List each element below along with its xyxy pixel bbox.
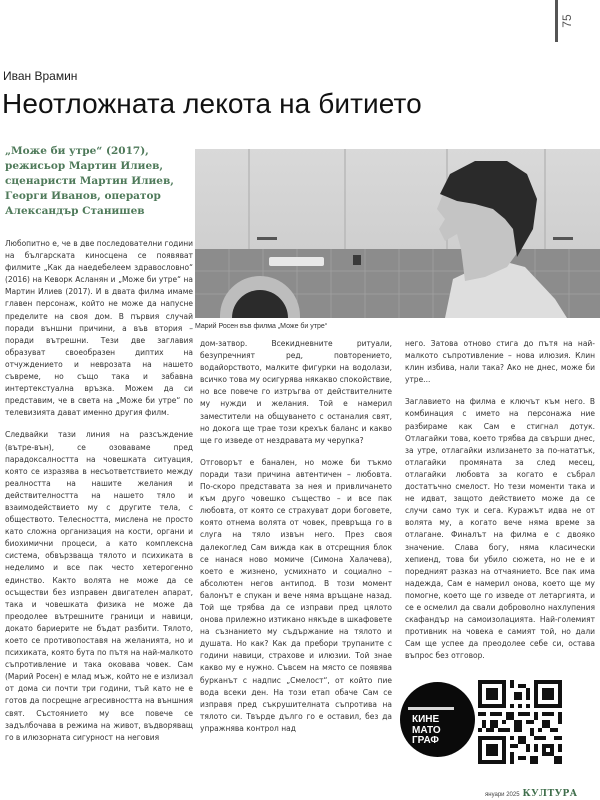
page-number-bar xyxy=(555,0,558,42)
lead-line: сценаристи Мартин Илиев, xyxy=(5,175,174,187)
page-footer xyxy=(485,789,578,799)
qr-code-icon xyxy=(478,680,562,764)
film-still-photo xyxy=(195,149,600,318)
kinematograf-logo xyxy=(400,682,475,757)
article-title: Неотложната лекота на битието xyxy=(2,88,422,119)
article-author: Иван Врамин xyxy=(3,69,78,83)
issue-date: януари 2025 xyxy=(485,792,520,798)
lead-line: „Може би утре“ (2017), xyxy=(5,145,149,157)
article-column-1 xyxy=(5,238,193,754)
article-column-3 xyxy=(405,338,595,672)
lead-line: Александър Станишев xyxy=(5,205,145,217)
paragraph: Отговорът е банален, но може би тъкмо поради тази причина автентичен – любовта. По-скоро представата за нея и привличането към друго човешко същество – и все пак любовта, от която се страхуват дори боговете, която отнема волята от човек, превръща го в слуга на тяло извън него. През своя далекоглед Сам вижда как в отсрещния блок се нанася ново момиче (Симона Халачева), което е жизнено, усмихнато и социално – абсолютен негов антипод. В този момент балонът е спукан и вече няма връщане назад. Той ще трябва да се изправи пред цялото онова прилежно изтикано някъде в шкафовете на съзнанието му съдържание на тялото и душата. Но как? Как да пребори трупаните с години навици, страхове и илюзии. Той знае какво му е нужно. Съвсем на място се появява бурканът с надпис „Смелост“, от който пие вода всеки ден. На този етап обаче Сам се изправя пред съкрушителната съпротива на тялото си. Твърде дълго го е оставил, без да упражнява контрол над xyxy=(200,457,392,733)
paragraph: него. Затова отново стига до пътя на най-малкото съпротивление – нова илюзия. Клин клин избива, нали така? Ако не днес, може би утре... xyxy=(405,339,595,385)
logo-text: КИНЕ МАТО ГРАФ xyxy=(412,714,441,746)
paragraph: Заглавието на филма е ключът към него. В комбинация с името на персонажа ние разбираме как Сам е стигнал дотук. Отлагайки това, което трябва да свърши днес, за утре, отлагайки излизането за по-нататък, отлагайки промяната за след месец, отлагайки любовта за когато е събрал достатъчно смелост. Но тези моменти така и не идват, защото действието може да се случи само тук и сега. Куражът идва не от волята му, а когато вече няма време за отлагане. Финалът на филма е с двояко значение. Слава богу, няма класически хепиенд, това би убило сюжета, но не е и поредният разказ на отчаянието. Все пак има надежда, Сам е намерил онова, което ще му помогне, което ще го изведе от летаргията, и се е осмелил да свали доброволно нахлупения скафандър на самоизолацията. Най-големият противник на човека е самият той, но дали Сам ще успее да преодолее себе си, остава въпрос без отговор. xyxy=(405,397,595,661)
paragraph: Следвайки тази линия на разсъждение (вътре-вън), се озоваваме пред парадоксалността на човешката ситуация, която се изразява в несъответствието между реалността на нашите желания и действителността на нашето тяло и взаимодействието му с другите тела, с обществото. Телесността, мислена не просто като сложна организация на кости, органи и биохимични процеси, а като комплексна система, обвързваща тялото и психиката в неделимо и все пак често хетерогенно единство. Както волята не може да се осъществи без изправен двигателен апарат, така и човешката физика не може да преодолее вътрешните граници и навици, докато бариерите не бъдат разбити. Тялото, което се противопоставя на желанията, но и психиката, която бута по пътя на най-малкото съпротивление и така оковава човек. Сам (Марий Росен) е млад мъж, който не е излизал от дома си почти три години, тъй като не е готов да посрещне агресивността на външния свят. Състоянието му все повече се задълбочава в режима на живот, въдворяващ го в илюзорната сигурност на неговия xyxy=(5,430,193,742)
qr-code[interactable] xyxy=(478,680,562,764)
paragraph: дом-затвор. Всекидневните ритуали, безупречният ред, повторението, водайорството, малките фигурки на водолази, всичко това му осигурява някакво спокойствие, но все повече го изтръгва от действителните му нужди и желания. Той е намерил заместители на общуването с останалия свят, но докога ще трае този крехък баланс и какво ще го изведе от нездравата му черупка? xyxy=(200,339,392,445)
page-number-marker xyxy=(555,0,575,42)
film-still-image xyxy=(195,149,600,318)
photo-caption: Марий Росен във филма „Може би утре“ xyxy=(195,323,328,330)
lead-line: Георги Иванов, оператор xyxy=(5,190,161,202)
lead-line: режисьор Мартин Илиев, xyxy=(5,160,164,172)
page-number: 75 xyxy=(560,14,574,28)
logo-rule xyxy=(408,707,454,710)
article-column-2 xyxy=(200,338,392,745)
paragraph: Любопитно е, че в две последователни години на българската киносцена се появяват филмите „Как да наедебелеем здравословно“ (2016) на Кеворк Асланян и „Може би утре“ на Мартин Илиев (2017). И в двата филма имаме главен персонаж, който не може да напусне пределите на своя дом. В първия случай поради външни причини, а във втория – поради вътрешни. Тези две заглавия образуват своеобразен диптих на отчуждението и неврозата на нашето съвреме, но също така и забавна интертекстуална връзка. Можем да си представим, че в света на „Може би утре“ по телевизията дават именно другия филм. xyxy=(5,239,193,418)
magazine-brand: КУЛТУРА xyxy=(522,789,578,799)
film-credits-lead xyxy=(5,144,195,219)
